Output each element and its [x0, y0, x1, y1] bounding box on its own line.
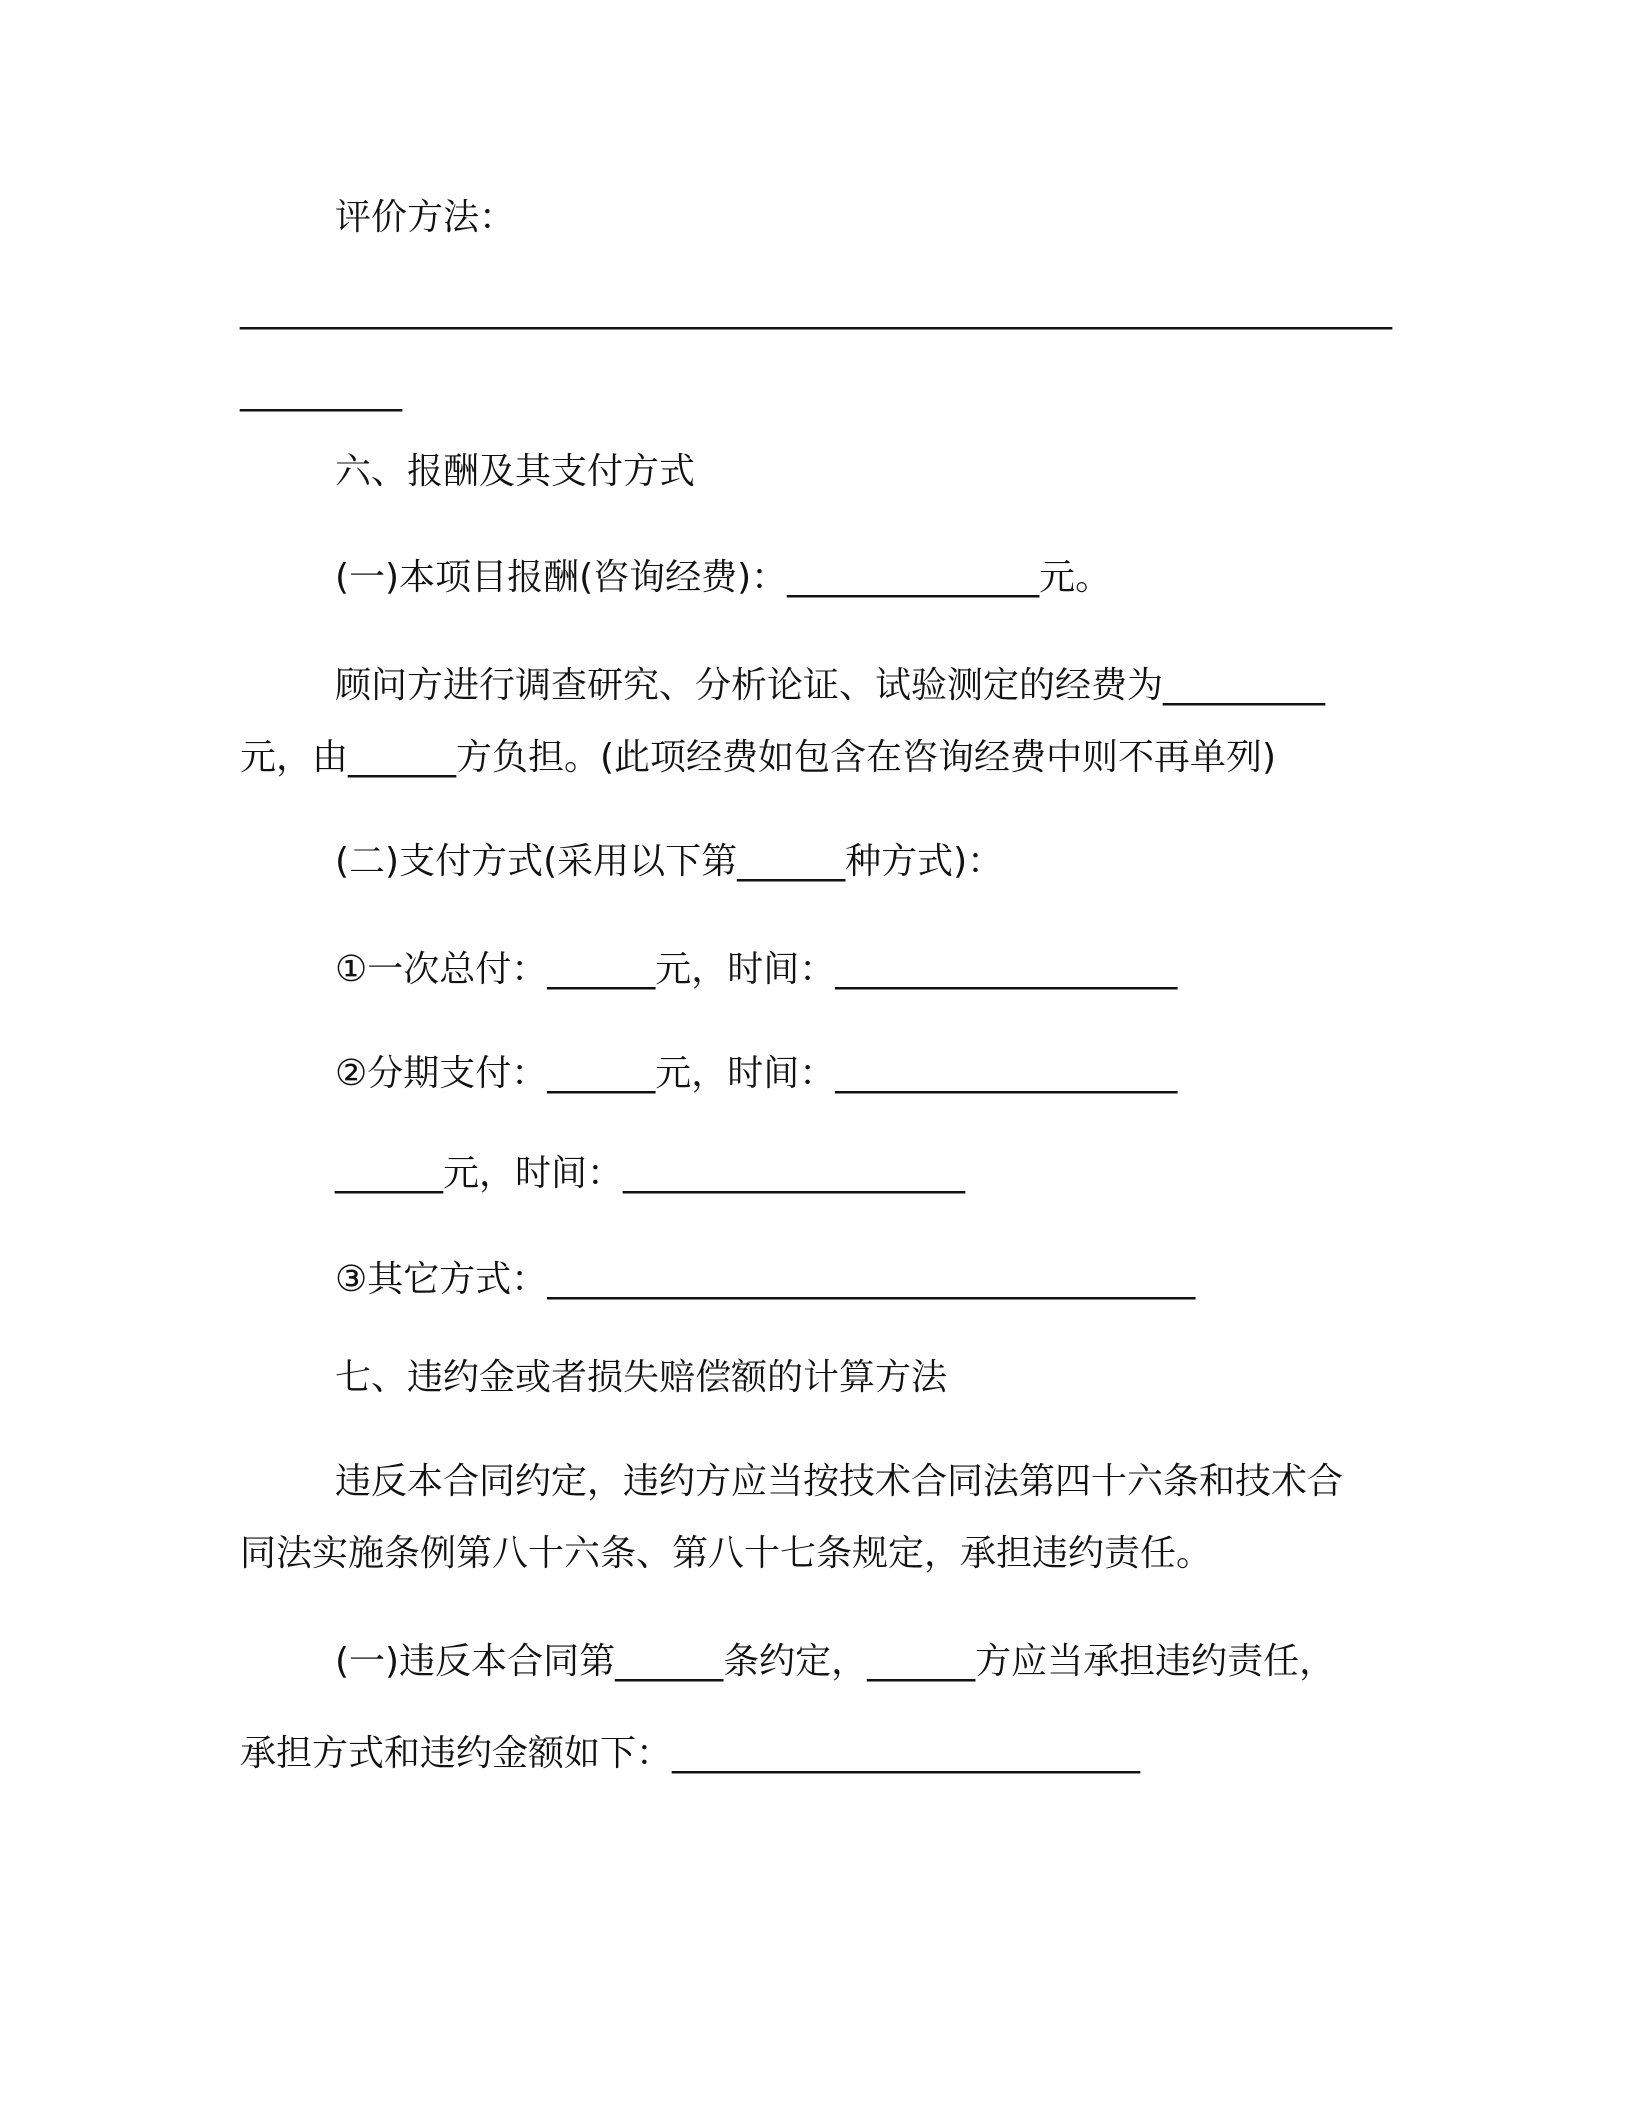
lump-sum-line: ①一次总付：______元，时间：___________________ — [335, 949, 1178, 990]
payment-method-line: (二)支付方式(采用以下第______种方式)： — [335, 841, 1004, 882]
breach-paragraph-line-2: 同法实施条例第八十六条、第八十七条规定，承担违约责任。 — [240, 1533, 1213, 1574]
evaluation-method-label: 评价方法： — [335, 197, 516, 238]
project-fee-line: (一)本项目报酬(咨询经费)：______________元。 — [335, 557, 1112, 598]
blank-line-short: _________ — [240, 371, 402, 412]
research-cost-line-2: 元，由______方负担。(此项经费如包含在咨询经费中则不再单列) — [240, 737, 1277, 778]
breach-clause-line-2: 承担方式和违约金额如下：__________________________ — [240, 1733, 1141, 1774]
breach-paragraph-line-1: 违反本合同约定，违约方应当按技术合同法第四十六条和技术合 — [335, 1461, 1344, 1502]
breach-clause-line-1: (一)违反本合同第______条约定，______方应当承担违约责任， — [335, 1641, 1336, 1682]
other-method-line: ③其它方式：____________________________________ — [335, 1259, 1196, 1300]
section-seven-heading: 七、违约金或者损失赔偿额的计算方法 — [335, 1357, 948, 1398]
blank-line-long: ________________________________________________________________ — [240, 289, 1392, 330]
installment-line-1: ②分期支付：______元，时间：___________________ — [335, 1053, 1178, 1094]
research-cost-line-1: 顾问方进行调查研究、分析论证、试验测定的经费为_________ — [335, 665, 1326, 706]
section-six-heading: 六、报酬及其支付方式 — [335, 451, 696, 492]
installment-line-2: ______元，时间：___________________ — [335, 1153, 966, 1194]
